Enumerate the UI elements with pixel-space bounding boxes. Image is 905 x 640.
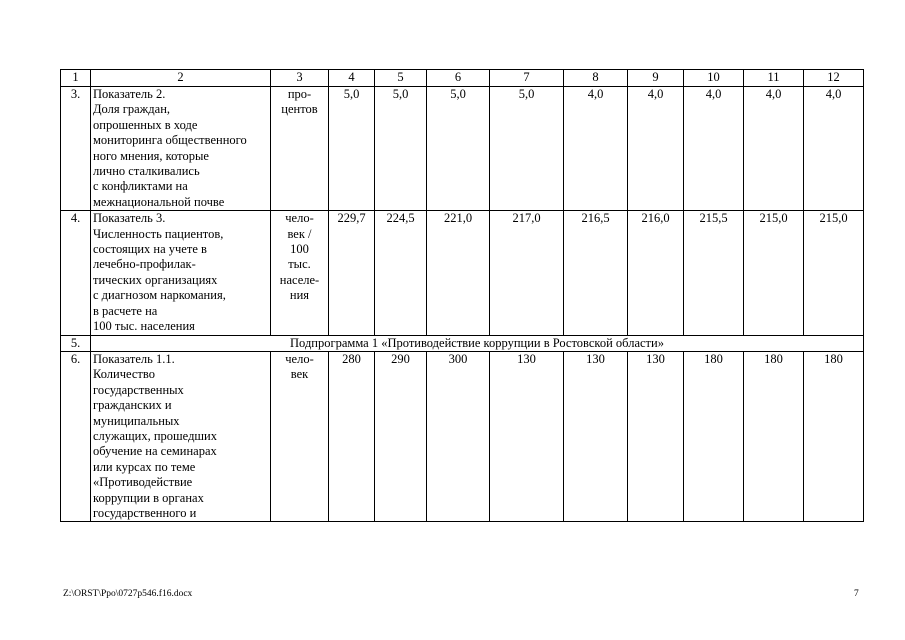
header-cell: 6 <box>427 70 490 87</box>
value-cell: 229,7 <box>329 211 375 335</box>
subprogram-title: Подпрограмма 1 «Противодействие коррупции в Ростовской области» <box>91 335 864 351</box>
table-header-row <box>61 70 864 87</box>
value-cell: 221,0 <box>427 211 490 335</box>
row-number: 6. <box>61 351 91 521</box>
header-cell: 5 <box>375 70 427 87</box>
unit-cell: чело- век <box>271 351 329 521</box>
value-cell: 180 <box>684 351 744 521</box>
value-cell: 130 <box>490 351 564 521</box>
header-cell: 12 <box>804 70 864 87</box>
value-cell: 5,0 <box>329 87 375 211</box>
file-path: Z:\ORST\Ppo\0727p546.f16.docx <box>63 589 193 599</box>
value-cell: 290 <box>375 351 427 521</box>
header-cell: 1 <box>61 70 91 87</box>
table-row <box>61 351 864 521</box>
table-row <box>61 87 864 211</box>
value-cell: 5,0 <box>490 87 564 211</box>
value-cell: 215,0 <box>804 211 864 335</box>
header-cell: 8 <box>564 70 628 87</box>
value-cell: 4,0 <box>564 87 628 211</box>
value-cell: 4,0 <box>628 87 684 211</box>
value-cell: 216,5 <box>564 211 628 335</box>
value-cell: 4,0 <box>684 87 744 211</box>
header-cell: 10 <box>684 70 744 87</box>
value-cell: 5,0 <box>375 87 427 211</box>
header-cell: 4 <box>329 70 375 87</box>
value-cell: 280 <box>329 351 375 521</box>
value-cell: 130 <box>628 351 684 521</box>
value-cell: 215,5 <box>684 211 744 335</box>
indicators-table <box>60 69 864 522</box>
page-number: 7 <box>854 589 859 599</box>
header-cell: 3 <box>271 70 329 87</box>
value-cell: 180 <box>804 351 864 521</box>
value-cell: 130 <box>564 351 628 521</box>
value-cell: 217,0 <box>490 211 564 335</box>
indicator-name: Показатель 2. Доля граждан, опрошенных в ходе мониторинга общественного ного мнения, которые лично сталкивались с конфликтами на межнациональной почве <box>91 87 271 211</box>
unit-cell: про- центов <box>271 87 329 211</box>
value-cell: 180 <box>744 351 804 521</box>
table-row <box>61 211 864 335</box>
value-cell: 5,0 <box>427 87 490 211</box>
row-number: 5. <box>61 335 91 351</box>
value-cell: 300 <box>427 351 490 521</box>
row-number: 3. <box>61 87 91 211</box>
indicator-name: Показатель 1.1. Количество государственных гражданских и муниципальных служащих, прошедших обучение на семинарах или курсах по теме «Противодействие коррупции в органах государственного и <box>91 351 271 521</box>
value-cell: 216,0 <box>628 211 684 335</box>
value-cell: 215,0 <box>744 211 804 335</box>
row-number: 4. <box>61 211 91 335</box>
header-cell: 11 <box>744 70 804 87</box>
header-cell: 7 <box>490 70 564 87</box>
indicator-name: Показатель 3. Численность пациентов, состоящих на учете в лечебно-профилак- тических организациях с диагнозом наркомания, в расчете на 100 тыс. населения <box>91 211 271 335</box>
header-cell: 2 <box>91 70 271 87</box>
subprogram-row <box>61 335 864 351</box>
value-cell: 224,5 <box>375 211 427 335</box>
value-cell: 4,0 <box>804 87 864 211</box>
unit-cell: чело- век / 100 тыс. населе- ния <box>271 211 329 335</box>
value-cell: 4,0 <box>744 87 804 211</box>
header-cell: 9 <box>628 70 684 87</box>
